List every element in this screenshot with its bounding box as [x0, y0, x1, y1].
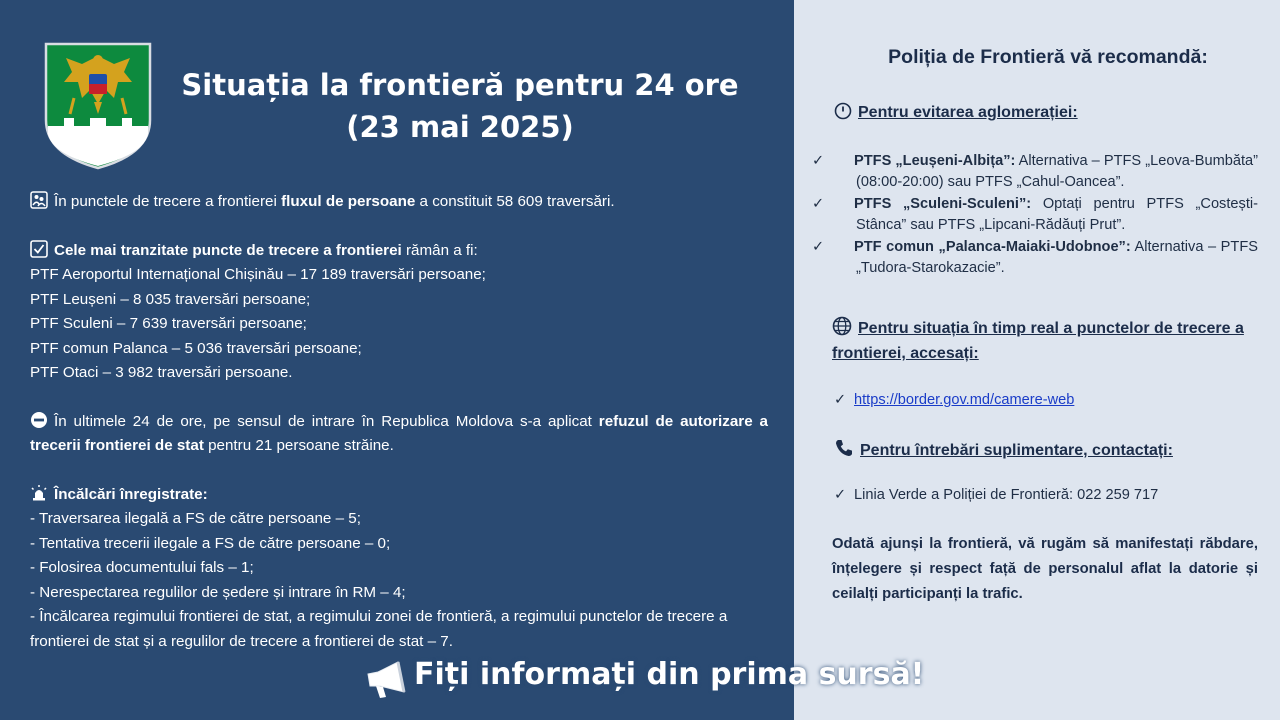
crossing-name: PTFS „Sculeni-Sculeni”: — [854, 196, 1032, 212]
aglomeratie-heading — [834, 102, 1078, 122]
flux-text-bold: fluxul de persoane — [281, 193, 416, 210]
contact-heading-text: Pentru întrebări suplimentare, contactați: — [860, 442, 1173, 459]
refuz-paragraph — [30, 410, 768, 459]
incalcare-item: - Traversarea ilegală a FS de către persoane – 5; — [30, 510, 361, 527]
incalcari-heading — [30, 483, 768, 508]
tranzit-item: PTF Aeroportul Internațional Chișinău – 17 189 traversări persoane; — [30, 266, 486, 283]
flux-paragraph — [30, 190, 768, 215]
list-item — [834, 390, 1258, 411]
hotline-text: Linia Verde a Poliției de Frontieră: 022 259 717 — [854, 487, 1159, 503]
title-line-1: Situația la frontieră pentru 24 ore — [181, 68, 739, 102]
incalcare-item: - Folosirea documentului fals – 1; — [30, 559, 254, 576]
tranzit-item: PTF Sculeni – 7 639 traversări persoane; — [30, 315, 307, 332]
crossing-name: PTFS „Leușeni-Albița”: — [854, 153, 1016, 169]
camere-web-link[interactable]: https://border.gov.md/camere-web — [854, 392, 1075, 408]
check-icon: ✓ — [812, 196, 825, 212]
refuz-text-post: pentru 21 persoane străine. — [203, 437, 394, 454]
people-icon — [30, 191, 48, 209]
closing-paragraph: Odată ajunși la frontieră, vă rugăm să manifestați răbdare, înțelegere și respect față de personalul aflat la datorie și ceilalți participanți la trafic. — [832, 536, 1258, 602]
link-list — [834, 390, 1258, 411]
timp-real-heading — [832, 316, 1258, 366]
title-line-2: (23 mai 2025) — [346, 110, 574, 144]
tranzit-heading — [30, 239, 768, 264]
check-icon: ✓ — [812, 239, 825, 255]
list-item — [812, 151, 1258, 193]
tranzit-heading-bold: Cele mai tranzitate puncte de trecere a frontierei — [54, 241, 402, 259]
siren-icon — [30, 484, 48, 502]
crossing-advice: Alternativa – PTFS „Tudora-Starokazacie”. — [856, 239, 1258, 276]
tranzit-heading-post: rămân a fi: — [401, 241, 478, 259]
timp-real-heading-text: Pentru situația în timp real a punctelor de trecere a frontierei, accesați: — [832, 320, 1244, 362]
checkbox-icon — [30, 240, 48, 258]
list-item — [834, 485, 1258, 506]
globe-icon — [832, 316, 852, 336]
clock-icon — [834, 102, 852, 120]
crossing-name: PTF comun „Palanca-Maiaki-Udobnoe”: — [854, 239, 1131, 255]
statistics-body — [30, 190, 768, 654]
refuz-text-pre: În ultimele 24 de ore, pe sensul de intrare în Republica Moldova s-a aplicat — [54, 412, 599, 430]
crossing-advice: Optați pentru PTFS „Costești-Stânca” sau PTFS „Lipcani-Rădăuți Prut”. — [856, 196, 1258, 233]
tranzit-item: PTF Otaci – 3 982 traversări persoane. — [30, 364, 293, 381]
crossing-advice: Alternativa – PTFS „Leova-Bumbăta” (08:00-20:00) sau PTFS „Cahul-Oancea”. — [856, 153, 1258, 190]
slogan-banner — [364, 654, 924, 708]
recommendations-heading: Poliția de Frontieră vă recomandă: — [888, 46, 1208, 68]
incalcare-item: - Nerespectarea regulilor de ședere și intrare în RM – 4; — [30, 583, 406, 601]
slogan-text: Fiți informați din prima sursă! — [414, 657, 925, 692]
check-icon: ✓ — [834, 392, 847, 408]
aglomeratie-list — [812, 151, 1258, 280]
tranzit-item: PTF comun Palanca – 5 036 traversări persoane; — [30, 339, 362, 357]
incalcare-item: - Tentativa trecerii ilegale a FS de către persoane – 0; — [30, 534, 391, 552]
contact-list — [834, 485, 1258, 506]
incalcare-item: - Încălcarea regimului frontierei de stat, a regimului zonei de frontieră, a regimului punctelor de trecere a frontierei de stat și a regulilor de trecere a frontierei de stat – 7. — [30, 608, 728, 650]
tranzit-item: PTF Leușeni – 8 035 traversări persoane; — [30, 290, 311, 308]
refuz-text-bold: refuzul de autorizare a trecerii frontierei de stat — [30, 412, 768, 454]
contact-heading — [834, 438, 1173, 460]
no-entry-icon — [30, 411, 48, 429]
aglomeratie-heading-text: Pentru evitarea aglomerației: — [858, 104, 1078, 121]
flux-text-pre: În punctele de trecere a frontierei — [54, 193, 282, 210]
megaphone-icon — [364, 656, 408, 700]
list-item — [812, 194, 1258, 236]
crest-emblem — [44, 42, 152, 170]
check-icon: ✓ — [812, 153, 825, 169]
incalcari-heading-text: Încălcări înregistrate: — [54, 485, 208, 503]
flux-text-post: a constituit 58 609 traversări. — [415, 193, 615, 210]
check-icon: ✓ — [834, 487, 847, 503]
page-title — [166, 64, 754, 148]
list-item — [812, 237, 1258, 279]
phone-icon — [834, 438, 854, 458]
